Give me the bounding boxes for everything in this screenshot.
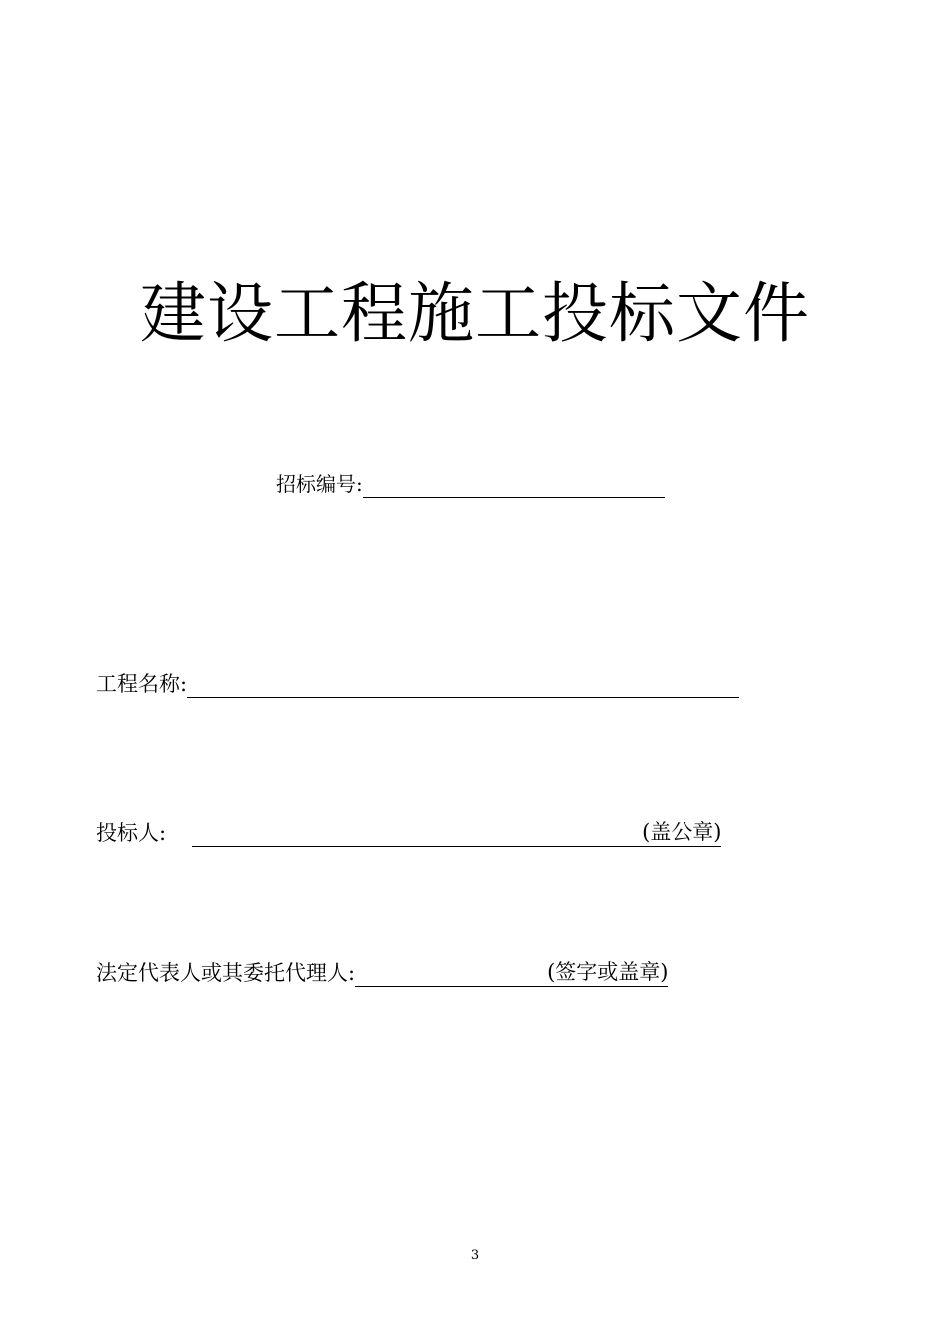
bidder-seal-note: (盖公章) [642, 818, 721, 847]
bidder-blank[interactable] [192, 824, 642, 847]
bid-number-field [276, 470, 665, 498]
bid-number-label: 招标编号: [276, 472, 363, 496]
project-name-label: 工程名称: [96, 672, 188, 696]
representative-field [96, 958, 668, 987]
representative-signature-note: (签字或盖章) [547, 958, 668, 987]
project-name-blank[interactable] [187, 675, 739, 698]
project-name-field [96, 670, 739, 698]
representative-blank[interactable] [355, 964, 547, 987]
document-title: 建设工程施工投标文件 [140, 275, 810, 352]
representative-label: 法定代表人或其委托代理人: [96, 961, 356, 985]
page-number: 3 [470, 1248, 480, 1263]
bidder-field [96, 818, 721, 847]
bidder-label: 投标人: [96, 821, 167, 845]
bid-number-blank[interactable] [363, 475, 665, 498]
